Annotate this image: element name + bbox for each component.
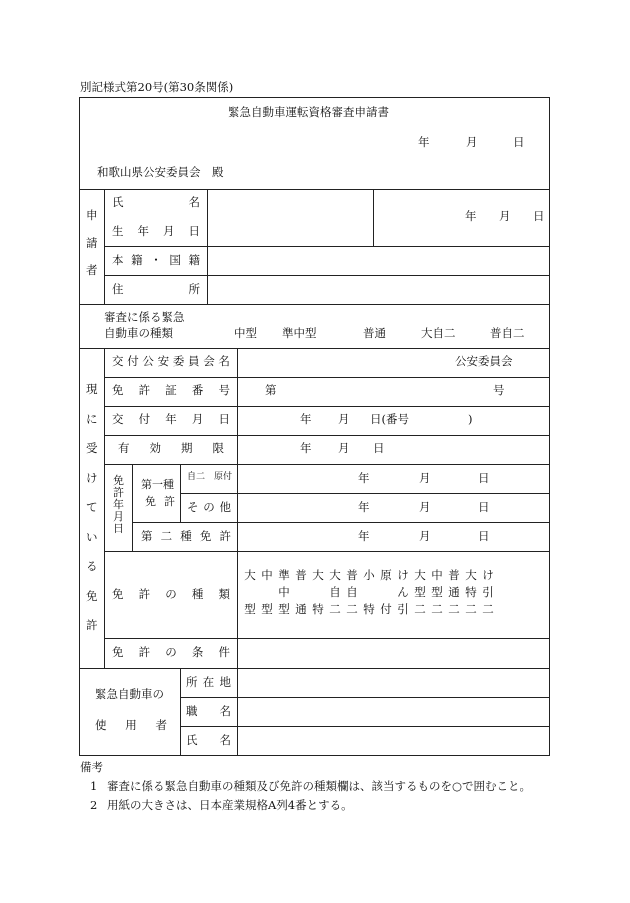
license-kind-char: 特 xyxy=(312,602,324,616)
date-day-unit: 日 xyxy=(513,135,525,149)
license-kind-char: 二 xyxy=(329,602,341,616)
acquired-date-label: 免 許 年 月 日 xyxy=(113,474,124,535)
license-kind-option[interactable] xyxy=(345,570,359,616)
license-kind-char xyxy=(367,587,371,599)
license-kind-option[interactable] xyxy=(328,570,342,616)
user-label-line1: 緊急自動車の xyxy=(95,687,164,701)
license-kind-char: 大 xyxy=(312,568,324,582)
license-kind-char: 二 xyxy=(346,602,358,616)
applicant-section-label: 申 請 者 xyxy=(86,208,98,277)
issue-year-unit: 年 xyxy=(300,412,312,426)
license-kind-option[interactable] xyxy=(243,570,257,616)
other-year-unit: 年 xyxy=(358,500,370,514)
recipient: 和歌山県公安委員会 殿 xyxy=(97,165,224,179)
license-kind-char xyxy=(384,587,388,599)
note-1-number: 1 xyxy=(90,779,98,793)
license-kind-char: 普 xyxy=(346,568,358,582)
license-kind-char: 二 xyxy=(431,602,443,616)
license-kind-char: 準 xyxy=(278,568,290,582)
issue-number-close: ) xyxy=(468,412,473,426)
user-name-label: 氏 名 xyxy=(186,733,231,747)
license-kinds-grid xyxy=(243,570,495,616)
current-license-section-label: 現 に 受 け て い る 免 許 xyxy=(86,382,98,632)
birthdate-label: 生 年 月 日 xyxy=(112,224,200,238)
date-month-unit: 月 xyxy=(466,135,478,149)
vehicle-type-medium[interactable]: 中型 xyxy=(234,326,257,340)
notes-title: 備考 xyxy=(80,760,103,774)
issue-day-number-label: 日(番号 xyxy=(370,412,409,426)
note-1-text: 審査に係る緊急自動車の種類及び免許の種類欄は、該当するものを○で囲むこと。 xyxy=(107,779,532,793)
birth-year-unit: 年 xyxy=(465,209,477,223)
license-number-prefix: 第 xyxy=(265,383,277,397)
issue-date-label: 交 付 年 月 日 xyxy=(112,412,230,426)
license-kind-char: 特 xyxy=(465,585,477,599)
license-kind-option[interactable] xyxy=(362,570,376,616)
license-kind-char: 中 xyxy=(431,568,443,582)
license-kind-char: 特 xyxy=(363,602,375,616)
license-kind-option[interactable] xyxy=(277,570,291,616)
license-kind-option[interactable] xyxy=(430,570,444,616)
form-title: 緊急自動車運転資格審査申請書 xyxy=(228,105,389,119)
license-kind-char: 中 xyxy=(261,568,273,582)
license-kind-char: 原 xyxy=(380,568,392,582)
name-label: 氏 名 xyxy=(112,195,200,209)
license-kind-char: 大 xyxy=(329,568,341,582)
license-number-suffix: 号 xyxy=(493,383,505,397)
license-kind-char: 普 xyxy=(448,568,460,582)
other-day-unit: 日 xyxy=(478,500,490,514)
license-kind-char: 二 xyxy=(448,602,460,616)
license-kind-option[interactable] xyxy=(464,570,478,616)
license-kind-char: 型 xyxy=(278,602,290,616)
other-month-unit: 月 xyxy=(419,500,431,514)
license-kind-char: 引 xyxy=(397,602,409,616)
form-reference: 別記様式第20号(第30条関係) xyxy=(80,80,234,94)
license-kind-char: 中 xyxy=(278,585,290,599)
license-kind-char: 大 xyxy=(465,568,477,582)
job-title-label: 職 名 xyxy=(186,704,231,718)
license-kind-char: 自 xyxy=(329,585,341,599)
birth-month-unit: 月 xyxy=(499,209,511,223)
license-kind-char: 自 xyxy=(346,585,358,599)
license-conditions-label: 免 許 の 条 件 xyxy=(112,645,230,659)
license-kind-char: け xyxy=(482,568,494,582)
license-number-label: 免 許 証 番 号 xyxy=(112,383,230,397)
moped-month-unit: 月 xyxy=(419,471,431,485)
license-kind-char xyxy=(265,587,269,599)
license-kind-char: 型 xyxy=(261,602,273,616)
note-2-number: 2 xyxy=(90,798,98,812)
license-kind-char: 小 xyxy=(363,568,375,582)
license-kind-option[interactable] xyxy=(311,570,325,616)
user-label-line2: 使 用 者 xyxy=(95,718,167,732)
license-kind-char: ん xyxy=(397,585,409,599)
vehicle-type-large-motorcycle[interactable]: 大自二 xyxy=(421,326,456,340)
license-kinds-label: 免 許 の 種 類 xyxy=(112,587,230,601)
moped-label: 自二 原付 xyxy=(187,472,233,482)
location-label: 所 在 地 xyxy=(186,675,231,689)
license-kind-char: 引 xyxy=(482,585,494,599)
license-kind-option[interactable] xyxy=(396,570,410,616)
license-kind-char: 二 xyxy=(414,602,426,616)
note-2-text: 用紙の大きさは、日本産業規格A列4番とする。 xyxy=(107,798,353,812)
license-kind-option[interactable] xyxy=(481,570,495,616)
class1-label: 第一種 免 許 xyxy=(141,478,175,508)
class2-license-label: 第 二 種 免 許 xyxy=(141,529,231,543)
license-kind-char: 二 xyxy=(465,602,477,616)
license-kind-char: 大 xyxy=(414,568,426,582)
license-kind-option[interactable] xyxy=(294,570,308,616)
license-kind-char xyxy=(316,587,320,599)
license-kind-char: 型 xyxy=(431,585,443,599)
vehicle-type-semi-medium[interactable]: 準中型 xyxy=(282,326,317,340)
license-kind-char: 大 xyxy=(244,568,256,582)
vehicle-type-standard[interactable]: 普通 xyxy=(363,326,386,340)
birth-day-unit: 日 xyxy=(533,209,545,223)
expiry-month-unit: 月 xyxy=(338,441,350,455)
license-kind-option[interactable] xyxy=(260,570,274,616)
expiry-label: 有 効 期 限 xyxy=(118,441,224,455)
issuer-suffix: 公安委員会 xyxy=(455,354,513,368)
license-kind-char xyxy=(299,587,303,599)
address-label: 住 所 xyxy=(112,282,200,296)
class2-month-unit: 月 xyxy=(419,529,431,543)
license-kind-char: 通 xyxy=(448,585,460,599)
issue-month-unit: 月 xyxy=(338,412,350,426)
other-license-label: そ の 他 xyxy=(187,500,231,514)
expiry-year-unit: 年 xyxy=(300,441,312,455)
license-kind-char: 型 xyxy=(244,602,256,616)
license-kind-char: 付 xyxy=(380,602,392,616)
issuer-label: 交 付 公 安 委 員 会 名 xyxy=(112,354,230,368)
license-kind-char xyxy=(248,587,252,599)
license-kind-option[interactable] xyxy=(447,570,461,616)
license-kind-char: 二 xyxy=(482,602,494,616)
expiry-day-unit: 日 xyxy=(373,441,385,455)
class2-year-unit: 年 xyxy=(358,529,370,543)
moped-day-unit: 日 xyxy=(478,471,490,485)
vehicle-type-standard-motorcycle[interactable]: 普自二 xyxy=(490,326,525,340)
class2-day-unit: 日 xyxy=(478,529,490,543)
vehicle-type-label-line2: 自動車の種類 xyxy=(104,326,173,340)
license-kind-char: け xyxy=(397,568,409,582)
vehicle-type-label-line1: 審査に係る緊急 xyxy=(104,310,185,324)
honseki-label: 本 籍 ・ 国 籍 xyxy=(112,253,200,267)
license-kind-char: 型 xyxy=(414,585,426,599)
license-kind-char: 通 xyxy=(295,602,307,616)
license-kind-option[interactable] xyxy=(413,570,427,616)
license-kind-option[interactable] xyxy=(379,570,393,616)
date-year-unit: 年 xyxy=(418,135,430,149)
license-kind-char: 普 xyxy=(295,568,307,582)
moped-year-unit: 年 xyxy=(358,471,370,485)
